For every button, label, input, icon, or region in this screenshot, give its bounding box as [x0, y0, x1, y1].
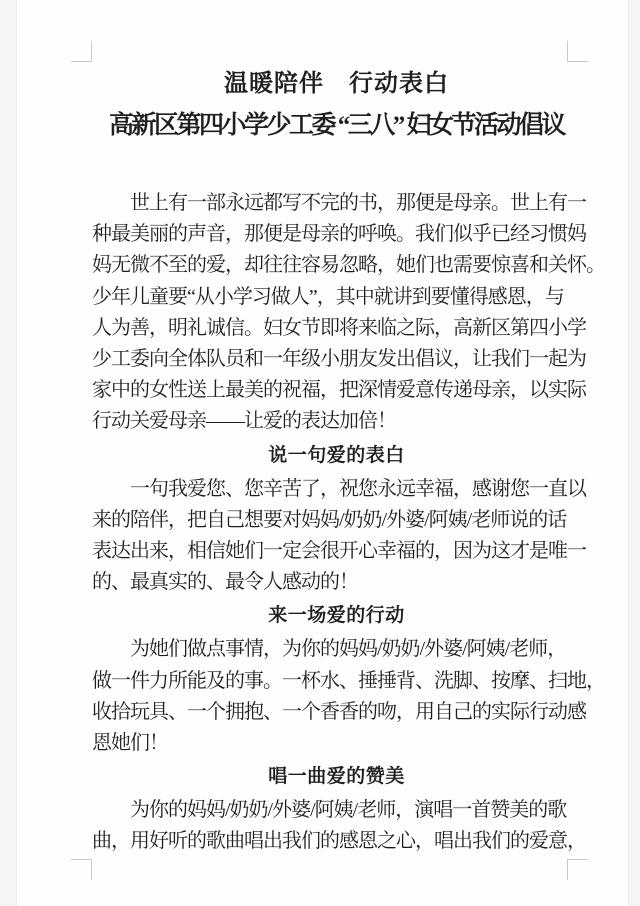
section-love-declaration	[92, 438, 586, 599]
paragraph-line: 一句我爱您、您辛苦了，祝您永远幸福，感谢您一直以	[130, 477, 586, 500]
paragraph-line: 人为善，明礼诚信。妇女节即将来临之际，高新区第四小学	[92, 316, 586, 339]
paragraph-line: 收拾玩具、一个拥抱、一个香香的吻，用自己的实际行动感	[92, 700, 586, 723]
section-heading: 唱一曲爱的赞美	[268, 766, 405, 788]
paragraph-line: 妈无微不至的爱，却往往容易忽略，她们也需要惊喜和关怀。	[92, 254, 605, 277]
text-boundary-mark-bottom-right	[567, 859, 588, 880]
paragraph-line: 恩她们！	[92, 732, 168, 755]
paragraph-line: 为你的妈妈/奶奶/外婆/阿姨/老师，演唱一首赞美的歌	[130, 799, 567, 822]
document-title-line2: 高新区第四小学少工委 “三八” 妇女节活动倡议	[108, 112, 564, 139]
document-title-line1: 温暖陪伴 行动表白	[224, 71, 449, 97]
section-love-song	[92, 759, 586, 857]
paragraph-line: 表达出来，相信她们一定会很开心幸福的，因为这才是唯一	[92, 540, 586, 563]
text-boundary-mark-top-left	[71, 41, 92, 62]
section-heading: 来一场爱的行动	[268, 605, 405, 627]
text-boundary-mark-bottom-left	[71, 859, 92, 880]
paragraph-line: 少年儿童要“从小学习做人”，其中就讲到要懂得感恩，与	[92, 285, 564, 308]
paragraph-line: 家中的女性送上最美的祝福，把深情爱意传递母亲，以实际	[92, 379, 586, 402]
paragraph-line: 世上有一部永远都写不完的书，那便是母亲。世上有一	[130, 192, 586, 214]
text-boundary-mark-top-right	[567, 41, 588, 62]
section-love-action	[92, 598, 605, 759]
section-heading: 说一句爱的表白	[268, 444, 405, 466]
paragraph-line: 为她们做点事情，为你的妈妈/奶奶/外婆/阿姨/老师，	[130, 638, 567, 661]
paragraph-line: 曲，用好听的歌曲唱出我们的感恩之心，唱出我们的爱意，	[92, 830, 586, 853]
document-text-area	[92, 64, 605, 858]
paragraph-line: 做一件力所能及的事。一杯水、捶捶背、洗脚、按摩、扫地，	[92, 669, 605, 692]
intro-paragraph	[92, 188, 605, 438]
paragraph-line: 的、最真实的、最令人感动的！	[92, 571, 358, 594]
paragraph-line: 行动关爱母亲——让爱的表达加倍！	[92, 410, 396, 433]
paragraph-line: 种最美丽的声音，那便是母亲的呼唤。我们似乎已经习惯妈	[92, 223, 586, 246]
paragraph-line: 来的陪伴，把自己想要对妈妈/奶奶/外婆/阿姨/老师说的话	[92, 508, 567, 531]
paragraph-line: 少工委向全体队员和一年级小朋友发出倡议，让我们一起为	[92, 348, 586, 371]
